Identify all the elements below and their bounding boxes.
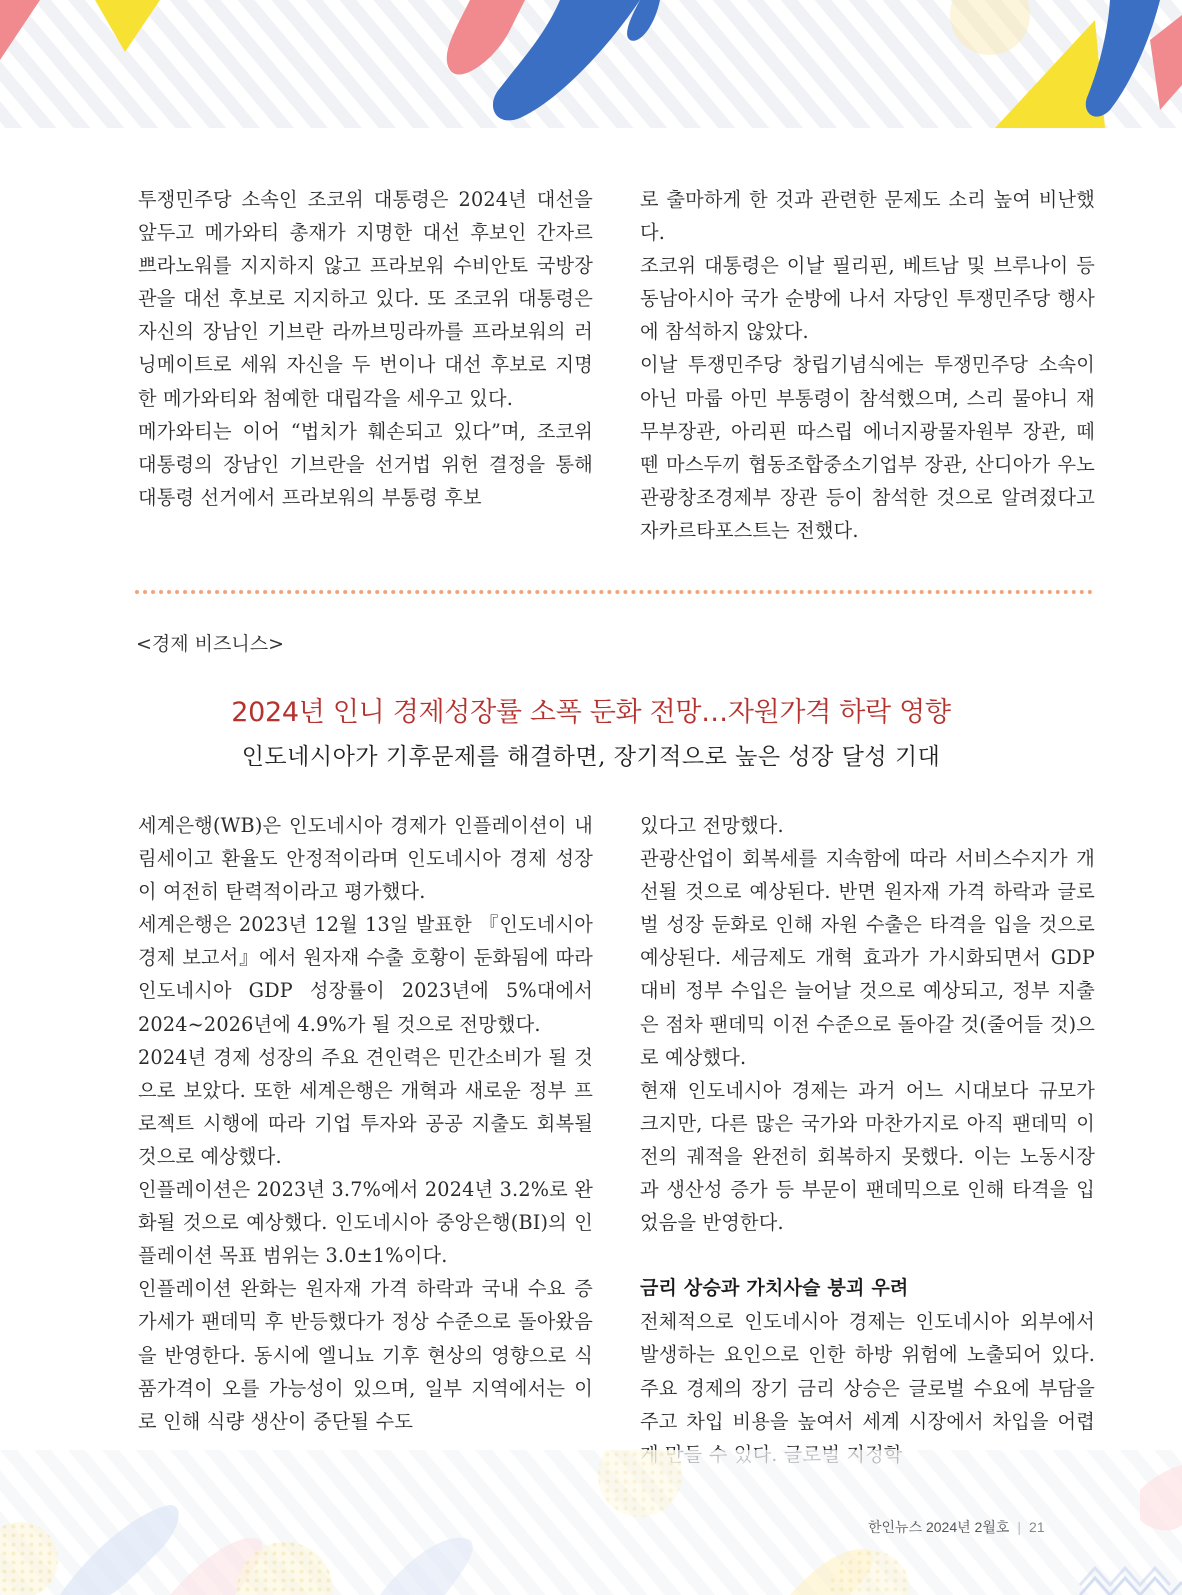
main-article-right-column <box>640 809 1095 1471</box>
paragraph: 로 출마하게 한 것과 관련한 문제도 소리 높여 비난했다. <box>640 188 1095 245</box>
paragraph: 전체적으로 인도네시아 경제는 인도네시아 외부에서 발생하는 요인으로 인한 하방 위험에 노출되어 있다. 주요 경제의 장기 금리 상승은 글로벌 수요에 부담을 주고 차입 비용을 높여서 세계 시장에서 차입을 어렵 <box>640 1310 1095 1433</box>
article-subheadline: 인도네시아가 기후문제를 해결하면, 장기적으로 높은 성장 달성 기대 <box>241 744 941 770</box>
publication-name: 한인뉴스 2024년 2월호 <box>868 1519 1010 1535</box>
top-article-left-column <box>138 183 593 514</box>
paragraph: 세계은행은 2023년 12월 13일 발표한 『인도네시아 경제 보고서』에서 원자재 수출 호황이 둔화됨에 따라 인도네시아 GDP 성장률이 2023년에 5%대에서 2024~2026년에 4.9%가 될 것으로 전망했다. <box>138 913 593 1036</box>
paragraph: 이날 투쟁민주당 창립기념식에는 투쟁민주당 소속이 아닌 마룹 아민 부통령이 참석했으며, 스리 물야니 재무부장관, 아리핀 따스립 에너지광물자원부 장관, 떼뗀 마스두끼 협동조합중소기업부 장관, 산디아가 우노 관광창조경제부 장관 등이 참석한 것으로 알려졌다고 자카르타포스트는 전했다. <box>640 353 1095 542</box>
paragraph: 인플레이션 완화는 원자재 가격 하락과 국내 수요 증가세가 팬데믹 후 반등했다가 정상 수준으로 돌아왔음을 반영한다. 동시에 엘니뇨 기후 현상의 영향으로 식품가격이 오를 가능성이 있으며, 일부 지역에서는 이로 인해 식량 생산이 중단될 수도 <box>138 1277 593 1433</box>
section-divider <box>135 590 1093 594</box>
footer-separator: | <box>1017 1519 1022 1535</box>
article-subhead: 금리 상승과 가치사슬 붕괴 우려 <box>640 1277 909 1300</box>
paragraph: 투쟁민주당 소속인 조코위 대통령은 2024년 대선을 앞두고 메가와티 총재가 지명한 대선 후보인 간자르 쁘라노워를 지지하지 않고 프라보워 수비안토 국방장관을 대선 후보로 지지하고 있다. 또 조코위 대통령은 자신의 장남인 기브란 라까브밍라까를 프라보워의 러닝메이트로 세워 자신을 두 번이나 대선 후보로 지명한 메가와티와 첨예한 대립각을 세우고 있다. <box>138 188 593 410</box>
page-footer <box>868 1517 1045 1537</box>
top-decorative-banner <box>0 0 1182 128</box>
paragraph: 현재 인도네시아 경제는 과거 어느 시대보다 규모가 크지만, 다른 많은 국가와 마찬가지로 아직 팬데믹 이전의 궤적을 완전히 회복하지 못했다. 이는 노동시장과 생산성 증가 등 부문이 팬데믹으로 인해 타격을 입었음을 반영한다. <box>640 1078 1095 1235</box>
paragraph: 관광산업이 회복세를 지속함에 따라 서비스수지가 개선될 것으로 예상된다. 반면 원자재 가격 하락과 글로벌 성장 둔화로 인해 자원 수출은 타격을 입을 것으로 예상된다. 세금제도 개혁 효과가 가시화되면서 GDP 대비 정부 수입은 늘어날 것으로 예상되고, 정부 지출은 점차 팬데믹 이전 수준으로 돌아갈 것(줄어들 것)으로 예상했다. <box>640 847 1095 1069</box>
paragraph: 인플레이션은 2023년 3.7%에서 2024년 3.2%로 완화될 것으로 예상했다. 인도네시아 중앙은행(BI)의 인플레이션 목표 범위는 3.0±1%이다. <box>138 1178 593 1268</box>
paragraph: 세계은행(WB)은 인도네시아 경제가 인플레이션이 내림세이고 환율도 안정적이라며 인도네시아 경제 성장이 여전히 탄력적이라고 평가했다. <box>138 814 593 904</box>
top-article-right-column <box>640 183 1095 547</box>
paragraph: 2024년 경제 성장의 주요 견인력은 민간소비가 될 것으로 보았다. 또한 세계은행은 개혁과 새로운 정부 프로젝트 시행에 따라 기업 투자와 공공 지출도 회복될 것으로 예상했다. <box>138 1045 593 1168</box>
section-label: <경제 비즈니스> <box>136 633 285 655</box>
page-number: 21 <box>1029 1519 1045 1535</box>
article-headline: 2024년 인니 경제성장률 소폭 둔화 전망…자원가격 하락 영향 <box>231 697 951 728</box>
paragraph: 메가와티는 이어 “법치가 훼손되고 있다”며, 조코위 대통령의 장남인 기브란을 선거법 위헌 결정을 통해 대통령 선거에서 프라보워의 부통령 후보 <box>138 419 593 509</box>
paragraph: 있다고 전망했다. <box>640 814 784 837</box>
paragraph: 조코위 대통령은 이날 필리핀, 베트남 및 브루나이 등 동남아시아 국가 순방에 나서 자당인 투쟁민주당 행사에 참석하지 않았다. <box>640 254 1095 344</box>
main-article-left-column <box>138 809 593 1438</box>
